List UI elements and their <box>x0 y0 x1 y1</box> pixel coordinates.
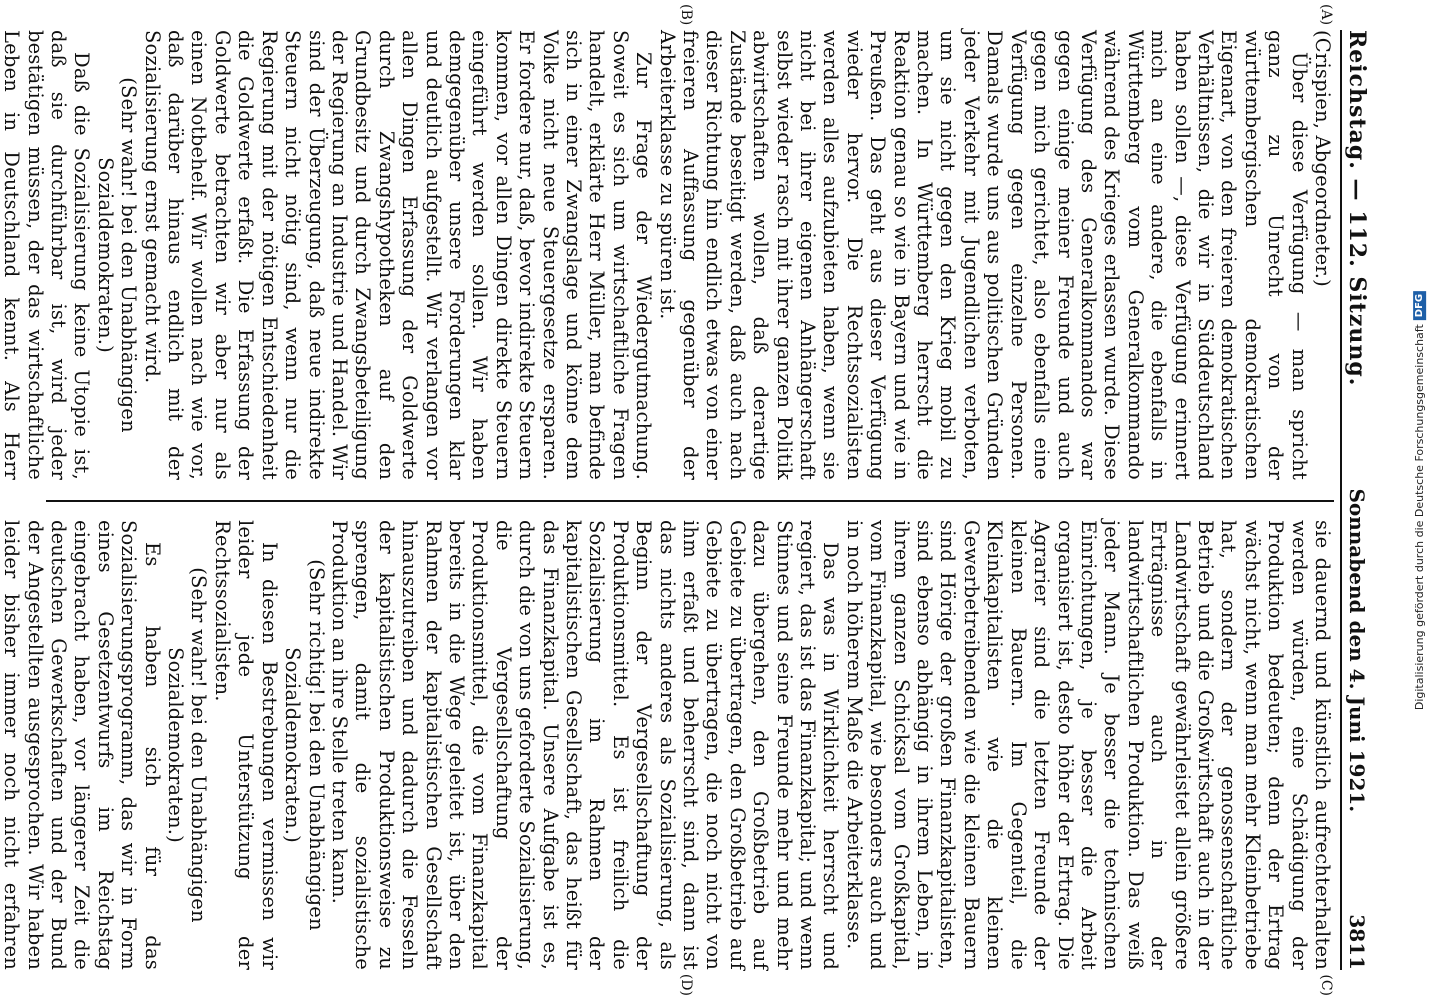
text-columns <box>0 4 1334 996</box>
header-rule <box>1340 30 1342 970</box>
paragraph: Daß die Sozialisierung keine Utopie ist, daß sie durchführbar ist, wird jeder bestätigen müssen, der das wirtschaftliche Leben in Deutschland kennt. Als Herr <box>0 30 94 480</box>
paragraph: In diesen Bestrebungen vermissen wir leider jede Unterstützung der Rechtssozialisten. <box>210 520 281 970</box>
paragraph: sie dauernd und künstlich aufrechterhalten werden würden, eine Schädigung der Produktion bedeuten; denn der Ertrag wächst nicht, wenn man mehr Kleinbetriebe hat, sondern der genossenschaftliche Betrieb und die Großwirtschaft auch in der Landwirtschaft gewährleistet allein größere Erträgnisse auch in der landwirtschaftlichen Produktion. Das weiß jeder Mann. Je besser die technischen Einrichtungen, je besser die Arbeit organisiert ist, desto höher der Ertrag. Die Agrarier sind die letzten Freunde der kleinen Bauern. Im Gegenteil, die Kleinkapitalisten wie die kleinen Gewerbetreibenden wie die kleinen Bauern sind Hörige der großen Finanzkapitalisten, sind ebenso abhängig in ihrem Leben, in ihrem ganzen Schicksal vom Großkapital, vom Finanzkapital, wie besonders auch und in noch höherem Maße die Arbeiterklasse. <box>842 520 1334 970</box>
paragraph: Es haben sich für das Sozialisierungsprogramm, das wir in Form eines Gesetzentwurfs im Reichstag eingebracht haben, vor längerer Zeit die deutschen Gewerkschaften und der Bund der Angestellten ausgesprochen. Wir haben leider bisher immer noch nicht erfahren <box>0 520 164 970</box>
dfg-watermark <box>1406 0 1434 1000</box>
margin-letter-b: (B) <box>678 4 694 26</box>
margin-letter-d: (D) <box>678 973 694 996</box>
interjection: (Sehr wahr! bei den Unabhängigen Sozialdemokraten.) <box>93 77 141 433</box>
page-header <box>1342 30 1372 970</box>
margin-letter-a: (A) <box>1318 4 1334 26</box>
right-column <box>0 520 1334 996</box>
interjection: (Sehr richtig! bei den Unabhängigen Sozialdemokraten.) <box>281 559 328 931</box>
paragraph: Das was in Wirklichkeit herrscht und regiert, das ist das Finanzkapital; und wenn Stinnes und seine Freunde mehr und mehr dazu übergehen, den Großbetrieb auf Gebiete zu übertragen, den Großbetrieb auf Gebiete zu übertragen, die noch nicht von ihm erfaßt und beherrscht sind, dann ist das nichts anderes als Sozialisierung, als Beginn der Vergesellschaftung der Produktionsmittel. Es ist freilich die Sozialisierung im Rahmen der kapitalistischen Gesellschaft, das heißt für das Finanzkapital. Unsere Aufgabe ist es, durch die von uns geforderte Sozialisierung, die Vergesellschaftung der Produktionsmittel, die vom Finanzkapital bereits in die Wege geleitet ist, über den Rahmen der kapitalistischen Gesellschaft hinauszutreiben und dadurch die Fesseln der kapitalistischen Produktionsweise zu sprengen, damit die sozialistische Produktion an ihre Stelle treten kann. <box>327 520 843 970</box>
right-column-text <box>0 520 1334 970</box>
dfg-logo: DFG <box>1414 290 1427 319</box>
left-column-text <box>0 30 1334 480</box>
margin-letter-c: (C) <box>1318 974 1334 996</box>
interjection: (Sehr wahr! bei den Unabhängigen Sozialdemokraten.) <box>164 567 211 923</box>
header-page-number: 3811 <box>1345 914 1369 970</box>
speaker-line: (Crispien, Abgeordneter.) <box>1311 30 1334 287</box>
header-publication: Reichstag. — 112. Sitzung. <box>1344 30 1370 387</box>
left-column <box>0 4 1334 480</box>
header-date: Sonnabend den 4. Juni 1921. <box>1345 488 1369 813</box>
paragraph: Über diese Verfügung — man spricht ganz zu Unrecht von der württembergischen demokratischen Eigenart, von den freieren demokratischen Verhältnissen, die wir in Süddeutschland haben sollen —, diese Verfügung erinnert mich an eine andere, die ebenfalls in Württemberg vom Generalkommando während des Krieges erlassen wurde. Diese Verfügung des Generalkommandos war gegen einige meiner Freunde und auch gegen mich gerichtet, also ebenfalls eine Verfügung gegen einzelne Personen. Damals wurde uns aus politischen Gründen jeder Verkehr mit Jugendlichen verboten, um sie nicht gegen den Krieg mobil zu machen. In Württemberg herrscht die Reaktion genau so wie in Bayern und wie in Preußen. Das geht aus dieser Verfügung wieder hervor. Die Rechtssozialisten werden alles aufzubieten haben, wenn sie nicht bei ihrer eigenen Anhängerschaft selbst wieder rasch mit ihrer ganzen Politik abwirtschaften wollen, daß derartige Zustände beseitigt werden, daß auch nach dieser Richtung hin endlich etwas von einer freieren Auffassung gegenüber der Arbeiterklasse zu spüren ist. <box>655 30 1311 480</box>
paragraph: Zur Frage der Wiedergutmachung. Soweit es sich um wirtschaftliche Fragen handelt, erklärte Herr Müller, man befinde sich in einer Zwangslage und könne dem Volke nicht neue Steuergesetze ersparen. Er fordere nur, daß, bevor indirekte Steuern kommen, vor allen Dingen direkte Steuern eingeführt werden sollen. Wir haben demgegenüber unsere Forderungen klar und deutlich aufgestellt. Wir verlangen vor allen Dingen Erfassung der Goldwerte durch Zwangshypotheken auf den Grundbesitz und durch Zwangsbeteiligung der Regierung an Industrie und Handel. Wir sind der Überzeugung, daß neue indirekte Steuern nicht nötig sind, wenn nur die Regierung mit der nötigen Entschiedenheit die Goldwerte erfaßt. Die Erfassung der Goldwerte betrachten wir aber nur als einen Notbehelf. Wir wollen nach wie vor, daß darüber hinaus endlich mit der Sozialisierung ernst gemacht wird. <box>140 30 656 480</box>
watermark-text: Digitalisierung gefördert durch die Deutsche Forschungsgemeinschaft <box>1413 323 1427 710</box>
